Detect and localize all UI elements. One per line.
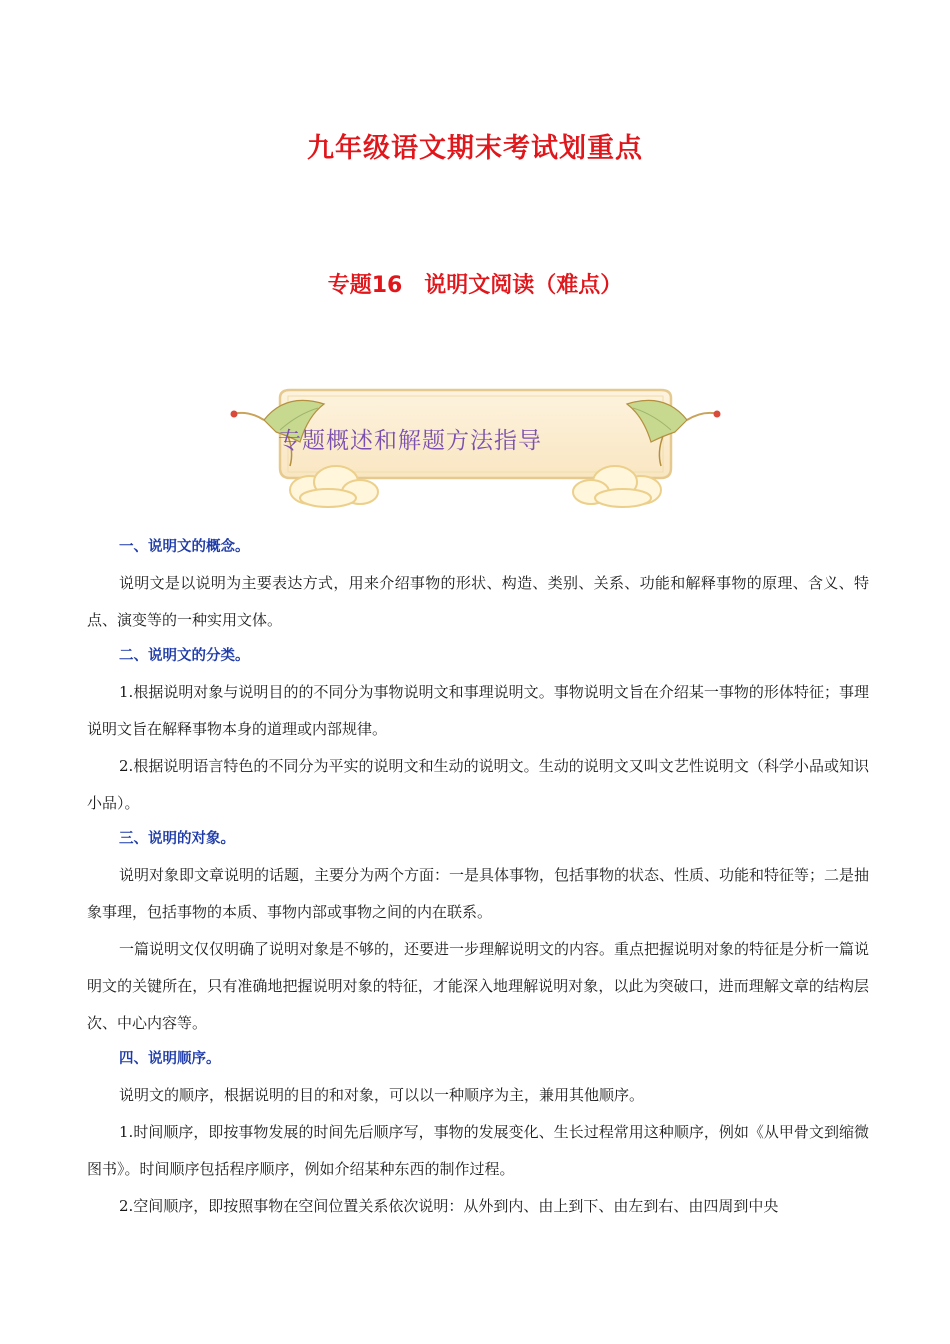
paragraph: 说明对象即文章说明的话题，主要分为两个方面：一是具体事物，包括事物的状态、性质、功能和特征等；二是抽象事理，包括事物的本质、事物内部或事物之间的内在联系。: [87, 866, 870, 921]
paragraph: 1.时间顺序，即按事物发展的时间先后顺序写，事物的发展变化、生长过程常用这种顺序，例如《从甲骨文到缩微图书》。时间顺序包括程序顺序，例如介绍某种东西的制作过程。: [87, 1123, 869, 1178]
section-heading: 二、说明文的分类。: [119, 648, 250, 664]
section-heading: 三、说明的对象。: [119, 831, 235, 847]
paragraph: 2.空间顺序，即按照事物在空间位置关系依次说明：从外到内、由上到下、由左到右、由四周到中央: [119, 1197, 779, 1215]
paragraph: 一篇说明文仅仅明确了说明对象是不够的，还要进一步理解说明文的内容。重点把握说明对象的特征是分析一篇说明文的关键所在，只有准确地把握说明对象的特征，才能深入地理解说明对象，以此为突破口，进而理解文章的结构层次、中心内容等。: [87, 940, 870, 1032]
section-heading: 四、说明顺序。: [119, 1051, 221, 1067]
section-banner: [228, 386, 723, 510]
paragraph: 说明文的顺序，根据说明的目的和对象，可以以一种顺序为主，兼用其他顺序。: [119, 1086, 645, 1104]
document-title: 九年级语文期末考试划重点: [307, 133, 643, 164]
section-object: [87, 822, 869, 1042]
section-order: [87, 1042, 869, 1225]
section-classification: [87, 639, 869, 822]
section-concept: [87, 530, 869, 639]
document-subtitle: 专题16 说明文阅读（难点）: [327, 273, 623, 298]
banner-title: 专题概述和解题方法指导: [278, 428, 542, 454]
paragraph: 1.根据说明对象与说明目的的不同分为事物说明文和事理说明文。事物说明文旨在介绍某一事物的形体特征；事理说明文旨在解释事物本身的道理或内部规律。: [87, 683, 869, 738]
paragraph: 2.根据说明语言特色的不同分为平实的说明文和生动的说明文。生动的说明文又叫文艺性说明文（科学小品或知识小品）。: [87, 757, 869, 812]
document-body: [87, 530, 869, 1225]
paragraph: 说明文是以说明为主要表达方式，用来介绍事物的形状、构造、类别、关系、功能和解释事物的原理、含义、特点、演变等的一种实用文体。: [87, 574, 869, 629]
section-heading: 一、说明文的概念。: [119, 539, 250, 555]
